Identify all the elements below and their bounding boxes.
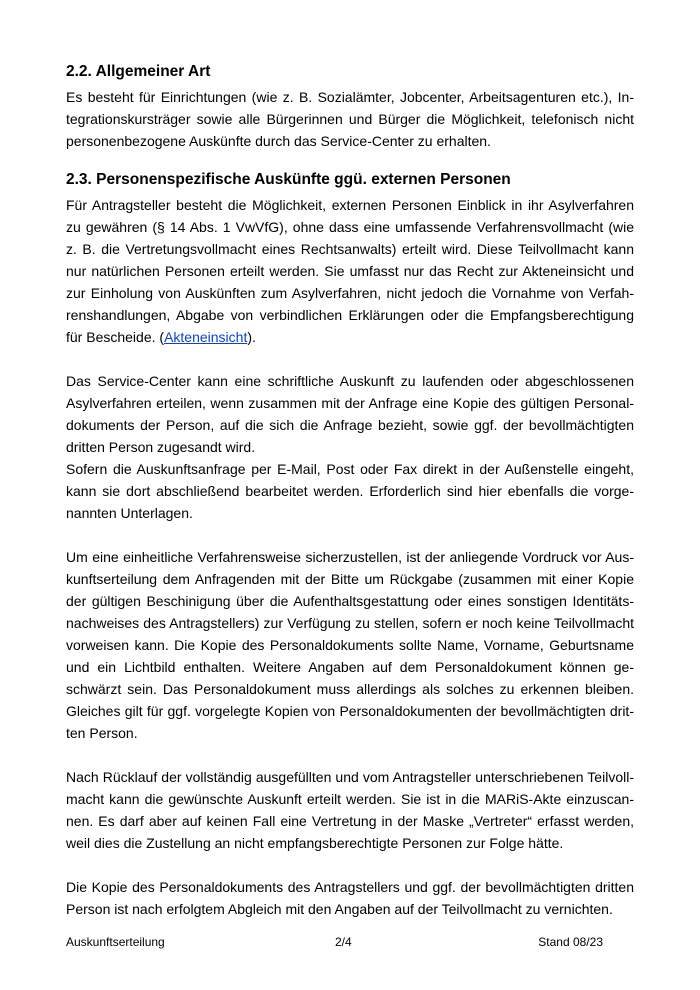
document-page <box>66 62 634 920</box>
section-2-3-paragraph-1 <box>66 194 634 348</box>
section-2-3-paragraph-4: Nach Rücklauf der vollständig ausgefüllten und vom Antragsteller unterschriebenen Teilvollmacht kann die gewünschte Auskunft erteilt werden. Sie ist in die MARiS-Akte einzuscannen. Es darf aber auf keinen Fall eine Vertretung in der Maske „Vertreter“ erfasst werden, weil dies die Zustellung an nicht empfangsberechtigte Personen zur Folge hätte. <box>66 769 634 851</box>
section-2-2-text: Es besteht für Einrichtungen (wie z. B. Sozialämter, Jobcenter, Arbeitsagenturen etc.), Integrationskursträger sowie alle Bürgerinnen und Bürger die Möglichkeit, telefonisch nicht personenbezogene Auskünfte durch das Service-Center zu erhalten. <box>66 89 634 149</box>
section-2-3-paragraph-5: Die Kopie des Personaldokuments des Antragstellers und ggf. der bevollmächtigten dritten Person ist nach erfolgtem Abgleich mit den Angaben auf der Teilvollmacht zu vernichten. <box>66 879 634 917</box>
section-2-3-paragraph-3: Um eine einheitliche Verfahrensweise sicherzustellen, ist der anliegende Vordruck vor Auskunftserteilung dem Anfragenden mit der Bitte um Rückgabe (zusammen mit einer Kopie der gültigen Beschinigung über die Aufenthaltsgestattung oder eines sonstigen Identitätsnachweises des Antragstellers) zur Verfügung zu stellen, sofern er noch keine Teilvollmacht vorweisen kann. Die Kopie des Personaldokuments sollte Name, Vorname, Geburtsname und ein Lichtbild enthalten. Weitere Angaben auf dem Personaldokument können geschwärzt sein. Das Personaldokument muss allerdings als solches zu erkennen bleiben. Gleiches gilt für ggf. vorgelegte Kopien von Personaldokumenten der bevollmächtigten dritten Person. <box>66 549 634 741</box>
paragraph-text: Für Antragsteller besteht die Möglichkeit, externen Personen Einblick in ihr Asylverfahren zu gewähren (§ 14 Abs. 1 VwVfG), ohne dass eine umfassende Verfahrensvollmacht (wie z. B. die Vertretungsvollmacht eines Rechtsanwalts) erteilt wird. Diese Teilvollmacht kann nur natürlichen Personen erteilt werden. Sie umfasst nur das Recht zur Akteneinsicht und zur Einholung von Auskünften zum Asylverfahren, nicht jedoch die Vornahme von Verfahrenshandlungen, Abgabe von verbindlichen Erklärungen oder die Empfangsberechtigung für Bescheide. ( <box>66 197 634 345</box>
section-2-3-paragraph-2b: Sofern die Auskunftsanfrage per E-Mail, Post oder Fax direkt in der Außenstelle eingeht, kann sie dort abschließend bearbeitet werden. Erforderlich sind hier ebenfalls die vorgenannten Unterlagen. <box>66 461 634 521</box>
section-2-2-heading: 2.2. Allgemeiner Art <box>66 63 211 80</box>
footer-version-date: Stand 08/23 <box>538 935 603 949</box>
footer-page-number: 2/4 <box>335 935 352 949</box>
footer-document-title: Auskunftserteilung <box>66 935 165 949</box>
section-2-3-paragraph-2a: Das Service-Center kann eine schriftliche Auskunft zu laufenden oder abgeschlossenen Asylverfahren erteilen, wenn zusammen mit der Anfrage eine Kopie des gültigen Personaldokuments der Person, auf die sich die Anfrage bezieht, sowie ggf. der bevollmächtigten dritten Person zugesandt wird. <box>66 373 634 455</box>
paragraph-text-end: ). <box>247 329 256 345</box>
akteneinsicht-link[interactable]: Akteneinsicht <box>164 329 248 345</box>
section-2-3-heading: 2.3. Personenspezifische Auskünfte ggü. externen Personen <box>66 171 511 188</box>
